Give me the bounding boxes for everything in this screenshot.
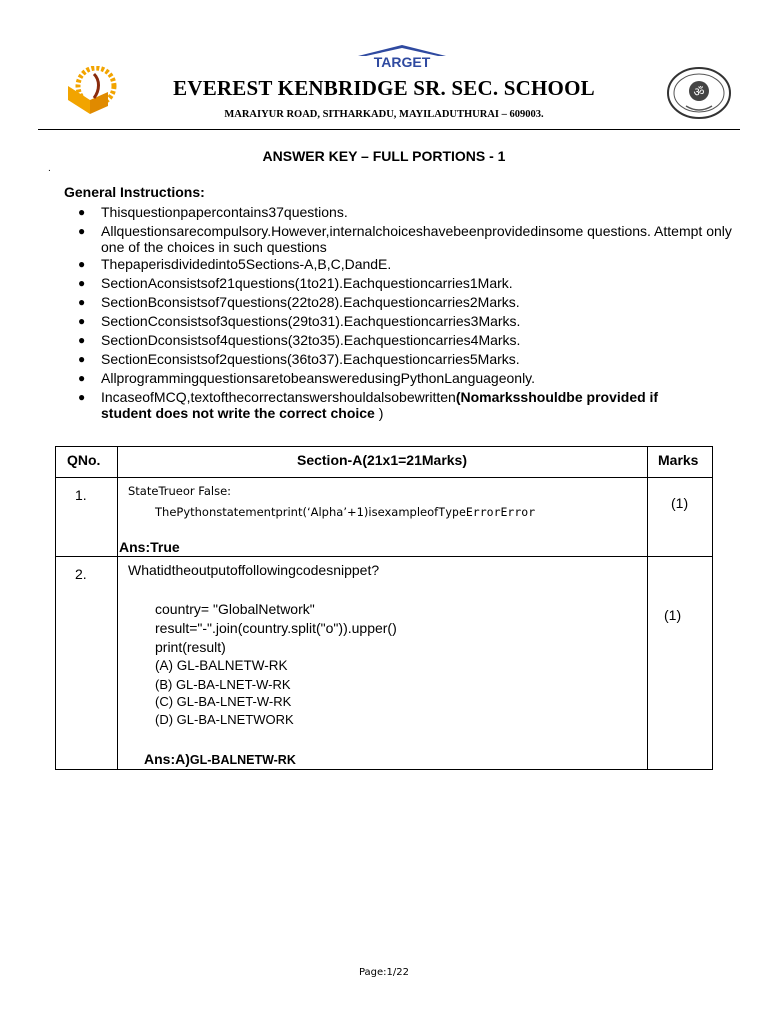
school-seal-right-icon <box>666 66 732 120</box>
q2-code-line: print(result) <box>155 639 226 655</box>
instruction-item: ● SectionBconsistsof7questions(22to28).Eachquestioncarries2Marks. <box>78 294 520 310</box>
table-col-divider <box>647 446 648 770</box>
bullet-icon: ● <box>78 295 86 309</box>
q2-option: (B) GL-BA-LNET-W-RK <box>155 677 291 692</box>
answer-key-table <box>55 446 713 770</box>
school-address: MARAIYUR ROAD, SITHARKADU, MAYILADUTHURAI – 609003. <box>224 109 544 120</box>
table-border-right <box>712 446 713 770</box>
header-section: Section-A(21x1=21Marks) <box>296 452 468 468</box>
q2-option: (D) GL-BA-LNETWORK <box>155 712 294 727</box>
school-name: EVEREST KENBRIDGE SR. SEC. SCHOOL <box>173 76 595 100</box>
bullet-icon: ● <box>78 276 86 290</box>
bullet-icon: ● <box>78 224 86 238</box>
instruction-item: ● Thisquestionpapercontains37questions. <box>78 204 348 220</box>
q2-option: (A) GL-BALNETW-RK <box>155 658 288 673</box>
header-divider <box>38 129 740 130</box>
table-border-left <box>55 446 56 770</box>
instruction-item: ● Allquestionsarecompulsory.However,internalchoiceshavebeenprovidedinsome questions. Attempt only one of the choices in such questions <box>78 223 732 255</box>
document-title: ANSWER KEY – FULL PORTIONS - 1 <box>262 148 506 164</box>
table-border-bottom <box>55 769 713 770</box>
target-logo <box>354 44 450 70</box>
school-emblem-left-icon <box>64 66 118 116</box>
q2-code-line: country= "GlobalNetwork" <box>155 601 315 617</box>
instruction-item: ● SectionDconsistsof4questions(32to35).Eachquestioncarries4Marks. <box>78 332 521 348</box>
general-instructions-heading: General Instructions: <box>64 184 205 200</box>
instruction-item: ● IncaseofMCQ,textofthecorrectanswershouldalsobewritten(Nomarksshouldbe provided if student does not write the correct choice ) <box>78 389 659 421</box>
q2-number: 2. <box>75 566 87 582</box>
q2-answer: Ans:A)GL-BALNETW-RK <box>144 751 296 767</box>
table-header-divider <box>55 477 713 478</box>
q2-option: (C) GL-BA-LNET-W-RK <box>155 694 292 709</box>
q2-prompt: Whatidtheoutputoffollowingcodesnippet? <box>128 562 380 578</box>
instructions-list <box>78 204 738 424</box>
target-logo-text: TARGET <box>373 54 431 70</box>
bullet-icon: ● <box>78 333 86 347</box>
stray-mark: . <box>48 163 51 174</box>
q1-prompt: StateTrueor False: <box>128 484 232 498</box>
table-border-top <box>55 446 713 447</box>
svg-text:ॐ: ॐ <box>693 85 705 99</box>
table-row-divider <box>55 556 713 557</box>
q1-marks: (1) <box>671 495 689 511</box>
q1-answer: Ans:True <box>119 539 180 555</box>
bullet-icon: ● <box>78 352 86 366</box>
page-number: Page:1/22 <box>358 967 410 978</box>
bullet-icon: ● <box>78 314 86 328</box>
instruction-item: ● SectionEconsistsof2questions(36to37).Eachquestioncarries5Marks. <box>78 351 520 367</box>
q1-statement: ThePythonstatementprint(‘Alpha’+1)isexampleofTypeErrorError <box>155 505 536 519</box>
bullet-icon: ● <box>78 371 86 385</box>
instruction-item: ● Thepaperisdividedinto5Sections-A,B,C,DandE. <box>78 256 392 272</box>
q2-code-line: result="-".join(country.split("o")).upper() <box>155 620 397 636</box>
bullet-icon: ● <box>78 257 86 271</box>
instruction-item: ● SectionAconsistsof21questions(1to21).Eachquestioncarries1Mark. <box>78 275 513 291</box>
q1-number: 1. <box>75 487 87 503</box>
instruction-item: ● SectionCconsistsof3questions(29to31).Eachquestioncarries3Marks. <box>78 313 521 329</box>
header-qno: QNo. <box>67 452 101 468</box>
q2-marks: (1) <box>664 607 682 623</box>
table-col-divider <box>117 446 118 770</box>
header-marks: Marks <box>658 452 699 468</box>
instruction-item: ● AllprogrammingquestionsaretobeansweredusingPythonLanguageonly. <box>78 370 536 386</box>
bullet-icon: ● <box>78 390 86 404</box>
bullet-icon: ● <box>78 205 86 219</box>
